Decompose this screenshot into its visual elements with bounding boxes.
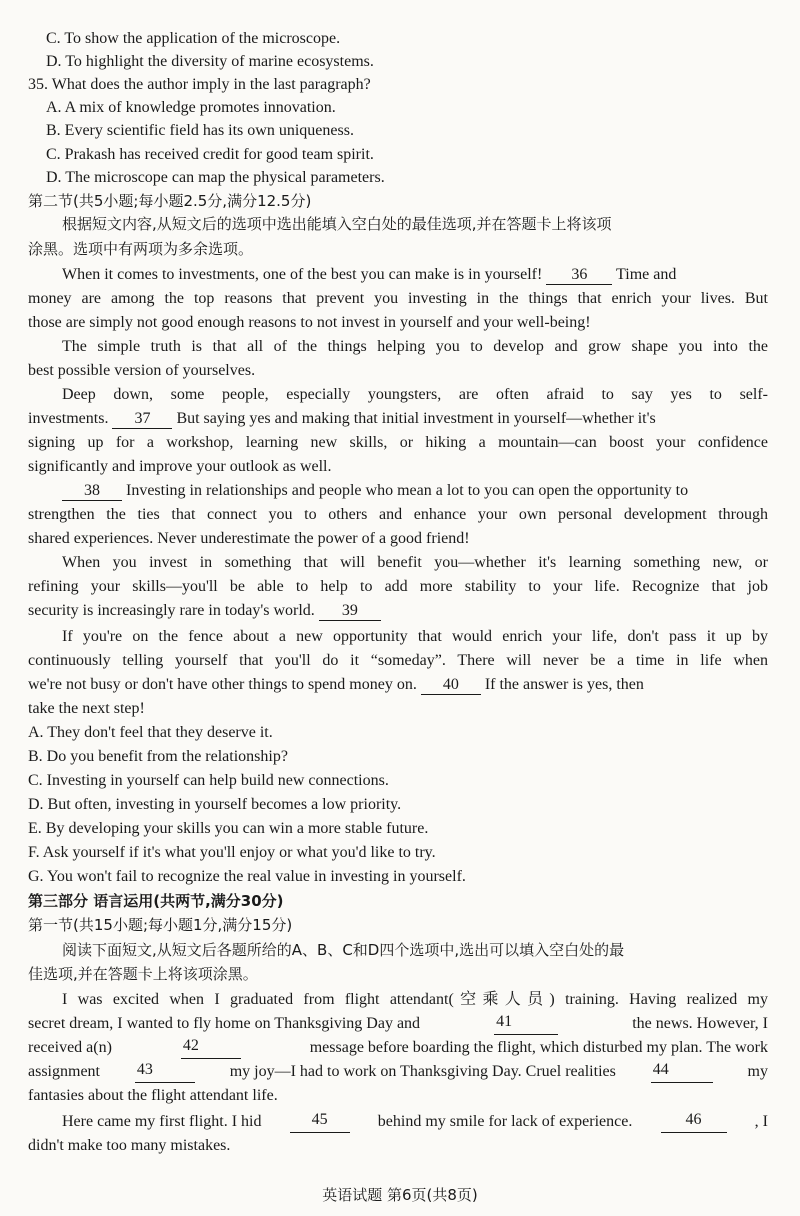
blank-40[interactable]: 40 bbox=[421, 676, 481, 695]
blank-41[interactable]: 41 bbox=[494, 1013, 558, 1035]
passage-p4-line2: strengthen the ties that connect you to others and enhance your own personal development through bbox=[28, 506, 768, 523]
q35-option-d: D. The microscope can map the physical parameters. bbox=[46, 169, 385, 186]
cloze-p1-line3: received a(n) 42 message before boarding the flight, which disturbed my plan. The work bbox=[28, 1037, 768, 1059]
q35-option-c: C. Prakash has received credit for good team spirit. bbox=[46, 146, 374, 163]
passage-p4-line3: shared experiences. Never underestimate the power of a good friend! bbox=[28, 530, 470, 547]
blank-43[interactable]: 43 bbox=[135, 1061, 195, 1083]
cloze-p2-line1: Here came my first flight. I hid 45 behind my smile for lack of experience. 46 , I bbox=[62, 1111, 768, 1133]
section2-instruction-line2: 涂黑。选项中有两项为多余选项。 bbox=[28, 240, 254, 258]
passage-p2-line1: The simple truth is that all of the things helping you to develop and grow shape you into the bbox=[62, 338, 768, 355]
q35-option-a: A. A mix of knowledge promotes innovation. bbox=[46, 99, 336, 116]
passage-p3-line3: signing up for a workshop, learning new skills, or hiking a mountain—can boost your confidence bbox=[28, 434, 768, 451]
section2-heading: 第二节(共5小题;每小题2.5分,满分12.5分) bbox=[28, 192, 312, 210]
blank-39[interactable]: 39 bbox=[319, 602, 381, 621]
passage-p3-line4: significantly and improve your outlook as well. bbox=[28, 458, 332, 475]
option-c: C. Investing in yourself can help build new connections. bbox=[28, 772, 389, 789]
blank-42[interactable]: 42 bbox=[181, 1037, 241, 1059]
q34-option-d: D. To highlight the diversity of marine ecosystems. bbox=[46, 53, 374, 70]
part3-subheading: 第一节(共15小题;每小题1分,满分15分) bbox=[28, 916, 293, 934]
option-f: F. Ask yourself if it's what you'll enjoy or what you'd like to try. bbox=[28, 844, 436, 861]
blank-46[interactable]: 46 bbox=[661, 1111, 727, 1133]
option-a: A. They don't feel that they deserve it. bbox=[28, 724, 273, 741]
passage-p6-line4: take the next step! bbox=[28, 700, 145, 717]
q35-option-b: B. Every scientific field has its own uniqueness. bbox=[46, 122, 354, 139]
passage-p3-line1: Deep down, some people, especially youngsters, are often afraid to say yes to self- bbox=[62, 386, 768, 403]
cloze-p1-line1: I was excited when I graduated from flight attendant(空乘人员) training. Having realized my bbox=[62, 991, 768, 1008]
passage-p3-line2: investments. 37 But saying yes and making that initial investment in yourself—whether it's bbox=[28, 410, 656, 427]
blank-44[interactable]: 44 bbox=[651, 1061, 713, 1083]
passage-p6-line3: we're not busy or don't have other things to spend money on. 40 If the answer is yes, then bbox=[28, 676, 644, 693]
part3-instruction-line1: 阅读下面短文,从短文后各题所给的A、B、C和D四个选项中,选出可以填入空白处的最 bbox=[62, 941, 625, 959]
part3-heading: 第三部分 语言运用(共两节,满分30分) bbox=[28, 892, 284, 910]
passage-p2-line2: best possible version of yourselves. bbox=[28, 362, 256, 379]
passage-p4-line1: 38 Investing in relationships and people who mean a lot to you can open the opportunity to bbox=[62, 480, 688, 502]
blank-37[interactable]: 37 bbox=[112, 410, 172, 429]
passage-p5-line2: refining your skills—you'll be able to help to add more stability to your life. Recognize that job bbox=[28, 578, 768, 595]
passage-p5-line1: When you invest in something that will benefit you—whether it's learning something new, or bbox=[62, 554, 768, 571]
section2-instruction-line1: 根据短文内容,从短文后的选项中选出能填入空白处的最佳选项,并在答题卡上将该项 bbox=[62, 215, 612, 233]
option-g: G. You won't fail to recognize the real value in investing in yourself. bbox=[28, 868, 466, 885]
option-b: B. Do you benefit from the relationship? bbox=[28, 748, 288, 765]
blank-45[interactable]: 45 bbox=[290, 1111, 350, 1133]
blank-36[interactable]: 36 bbox=[546, 266, 612, 285]
passage-p1-line1: When it comes to investments, one of the best you can make is in yourself! 36 Time and bbox=[62, 266, 677, 283]
cloze-p1-line2: secret dream, I wanted to fly home on Thanksgiving Day and 41 the news. However, I bbox=[28, 1013, 768, 1035]
passage-p1-line2: money are among the top reasons that prevent you investing in the things that enrich your lives. But bbox=[28, 290, 768, 307]
blank-38[interactable]: 38 bbox=[62, 482, 122, 501]
part3-instruction-line2: 佳选项,并在答题卡上将该项涂黑。 bbox=[28, 965, 258, 983]
passage-p6-line1: If you're on the fence about a new opportunity that would enrich your life, don't pass it up by bbox=[62, 628, 768, 645]
passage-p1-line3: those are simply not good enough reasons to not invest in yourself and your well-being! bbox=[28, 314, 591, 331]
option-d: D. But often, investing in yourself becomes a low priority. bbox=[28, 796, 402, 813]
page-footer: 英语试题 第6页(共8页) bbox=[322, 1186, 478, 1204]
option-e: E. By developing your skills you can win a more stable future. bbox=[28, 820, 429, 837]
cloze-p2-line2: didn't make too many mistakes. bbox=[28, 1137, 231, 1154]
q34-option-c: C. To show the application of the microscope. bbox=[46, 30, 341, 47]
q35-stem: 35. What does the author imply in the last paragraph? bbox=[28, 76, 371, 93]
passage-p6-line2: continuously telling yourself that you'll do it “someday”. There will never be a time in life when bbox=[28, 652, 768, 669]
passage-p5-line3: security is increasingly rare in today's world. 39 bbox=[28, 600, 381, 622]
cloze-p1-line4: assignment 43 my joy—I had to work on Thanksgiving Day. Cruel realities 44 my bbox=[28, 1061, 768, 1083]
cloze-p1-line5: fantasies about the flight attendant life. bbox=[28, 1087, 278, 1104]
